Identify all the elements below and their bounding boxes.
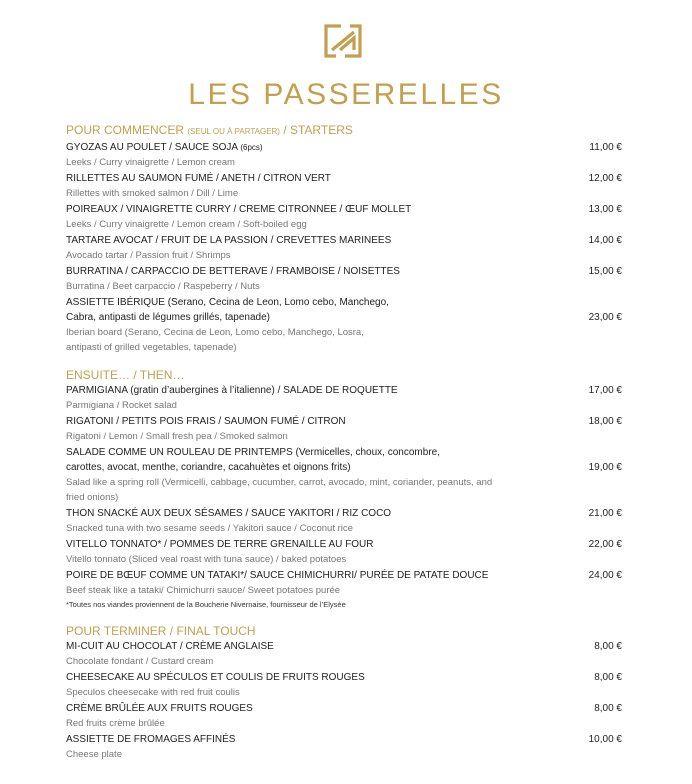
item-name: POIRE DE BŒUF COMME UN TATAKI*/ SAUCE CHIMICHURRI/ PURÉE DE PATATE DOUCE xyxy=(66,570,489,581)
menu-item xyxy=(66,383,626,413)
item-description: Avocado tartar / Passion fruit / Shrimps xyxy=(66,250,231,261)
item-price: 17,00 € xyxy=(588,385,622,396)
item-price: 15,00 € xyxy=(588,266,622,277)
item-name: ASSIETTE IBÉRIQUE (Serano, Cecina de Leon, Lomo cebo, Manchego, Cabra, antipasti de légumes grillés, tapenade) xyxy=(66,297,389,323)
item-price: 8,00 € xyxy=(594,703,622,714)
item-price: 22,00 € xyxy=(588,539,622,550)
item-description: Leeks / Curry vinaigrette / Lemon cream / Soft-boiled egg xyxy=(66,219,307,230)
section-mains xyxy=(66,367,626,611)
item-description: Cheese plate xyxy=(66,749,122,760)
item-description: Speculos cheesecake with red fruit coulis xyxy=(66,687,240,698)
section-starters xyxy=(66,122,626,355)
item-description: Snacked tuna with two sesame seeds / Yakitori sauce / Coconut rice xyxy=(66,523,353,534)
section-title xyxy=(66,122,626,140)
item-price: 14,00 € xyxy=(588,235,622,246)
menu-item xyxy=(66,701,626,731)
menu-item xyxy=(66,233,626,263)
section-title: ENSUITE… / THEN… xyxy=(66,368,185,382)
item-description: Beef steak like a tataki/ Chimichurri sauce/ Sweet potatoes purée xyxy=(66,585,341,596)
item-description: Burratina / Beet carpaccio / Raspeberry / Nuts xyxy=(66,281,260,292)
menu-item xyxy=(66,732,626,762)
item-name: CHEESECAKE AU SPÉCULOS ET COULIS DE FRUITS ROUGES xyxy=(66,672,365,683)
item-price: 12,00 € xyxy=(588,173,622,184)
menu-item xyxy=(66,445,626,505)
item-price: 11,00 € xyxy=(589,142,622,153)
menu-item xyxy=(66,264,626,294)
item-name: MI-CUIT AU CHOCOLAT / CRÈME ANGLAISE xyxy=(66,641,274,652)
menu-item xyxy=(66,414,626,444)
menu-item xyxy=(66,537,626,567)
item-description: Red fruits crème brûlée xyxy=(66,718,165,729)
item-price: 23,00 € xyxy=(588,312,622,323)
item-name: PARMIGIANA (gratin d’aubergines à l’italienne) / SALADE DE ROQUETTE xyxy=(66,385,398,396)
item-name: VITELLO TONNATO* / POMMES DE TERRE GRENAILLE AU FOUR xyxy=(66,539,374,550)
menu-item xyxy=(66,670,626,700)
item-description: Iberian board (Serano, Cecina de Leon, Lomo cebo, Manchego, Losra, antipasti of grilled vegetables, tapenade) xyxy=(66,327,364,353)
item-description: Salad like a spring roll (Vermicelli, cabbage, cucumber, carrot, avocado, mint, coriander, peanuts, and fried onions) xyxy=(66,477,493,503)
item-name: RILLETTES AU SAUMON FUMÉ / ANETH / CITRON VERT xyxy=(66,173,331,184)
item-name: POIREAUX / VINAIGRETTE CURRY / CREME CITRONNEE / ŒUF MOLLET xyxy=(66,204,412,215)
item-price: 18,00 € xyxy=(588,416,622,427)
item-name: GYOZAS AU POULET / SAUCE SOJA (6pcs) xyxy=(66,142,263,153)
item-name: RIGATONI / PETITS POIS FRAIS / SAUMON FUMÉ / CITRON xyxy=(66,416,346,427)
menu-item xyxy=(66,568,626,598)
section-desserts xyxy=(66,623,626,762)
item-price: 21,00 € xyxy=(588,508,622,519)
sourcing-note: *Toutes nos viandes proviennent de la Boucherie Nivernaise, fournisseur de l’Elysée xyxy=(66,600,346,609)
menu-item xyxy=(66,202,626,232)
section-title-main: POUR COMMENCER xyxy=(66,123,185,137)
menu-item xyxy=(66,639,626,669)
item-price: 24,00 € xyxy=(588,570,622,581)
restaurant-name: LES PASSERELLES xyxy=(188,78,504,111)
item-description: Rigatoni / Lemon / Small fresh pea / Smoked salmon xyxy=(66,431,288,442)
menu-item xyxy=(66,295,626,355)
item-price: 13,00 € xyxy=(588,204,622,215)
section-title-english: / STARTERS xyxy=(283,123,353,137)
brand-logo-icon xyxy=(324,24,362,58)
item-name: ASSIETTE DE FROMAGES AFFINÉS xyxy=(66,734,236,745)
item-price: 8,00 € xyxy=(594,672,622,683)
item-description: Leeks / Curry vinaigrette / Lemon cream xyxy=(66,157,235,168)
item-name: TARTARE AVOCAT / FRUIT DE LA PASSION / CREVETTES MARINEES xyxy=(66,235,392,246)
menu-item xyxy=(66,140,626,170)
section-title-note: (SEUL OU À PARTAGER) xyxy=(187,127,280,136)
item-name: CRÈME BRÛLÉE AUX FRUITS ROUGES xyxy=(66,703,253,714)
item-description: Parmigiana / Rocket salad xyxy=(66,400,177,411)
item-name: BURRATINA / CARPACCIO DE BETTERAVE / FRAMBOISE / NOISETTES xyxy=(66,266,400,277)
menu-item xyxy=(66,506,626,536)
menu-item xyxy=(66,171,626,201)
item-name: SALADE COMME UN ROULEAU DE PRINTEMPS (Vermicelles, choux, concombre, carottes, avocat, menthe, coriandre, cacahuètes et oignons frits) xyxy=(66,447,440,473)
item-price: 10,00 € xyxy=(588,734,622,745)
item-price: 19,00 € xyxy=(588,462,622,473)
item-price: 8,00 € xyxy=(594,641,622,652)
item-description: Rillettes with smoked salmon / Dill / Lime xyxy=(66,188,239,199)
section-title: POUR TERMINER / FINAL TOUCH xyxy=(66,624,256,638)
item-description: Vitello tonnato (Sliced veal roast with tuna sauce) / baked potatoes xyxy=(66,554,347,565)
item-name: THON SNACKÉ AUX DEUX SÉSAMES / SAUCE YAKITORI / RIZ COCO xyxy=(66,508,392,519)
menu xyxy=(66,122,626,774)
item-description: Chocolate fondant / Custard cream xyxy=(66,656,214,667)
